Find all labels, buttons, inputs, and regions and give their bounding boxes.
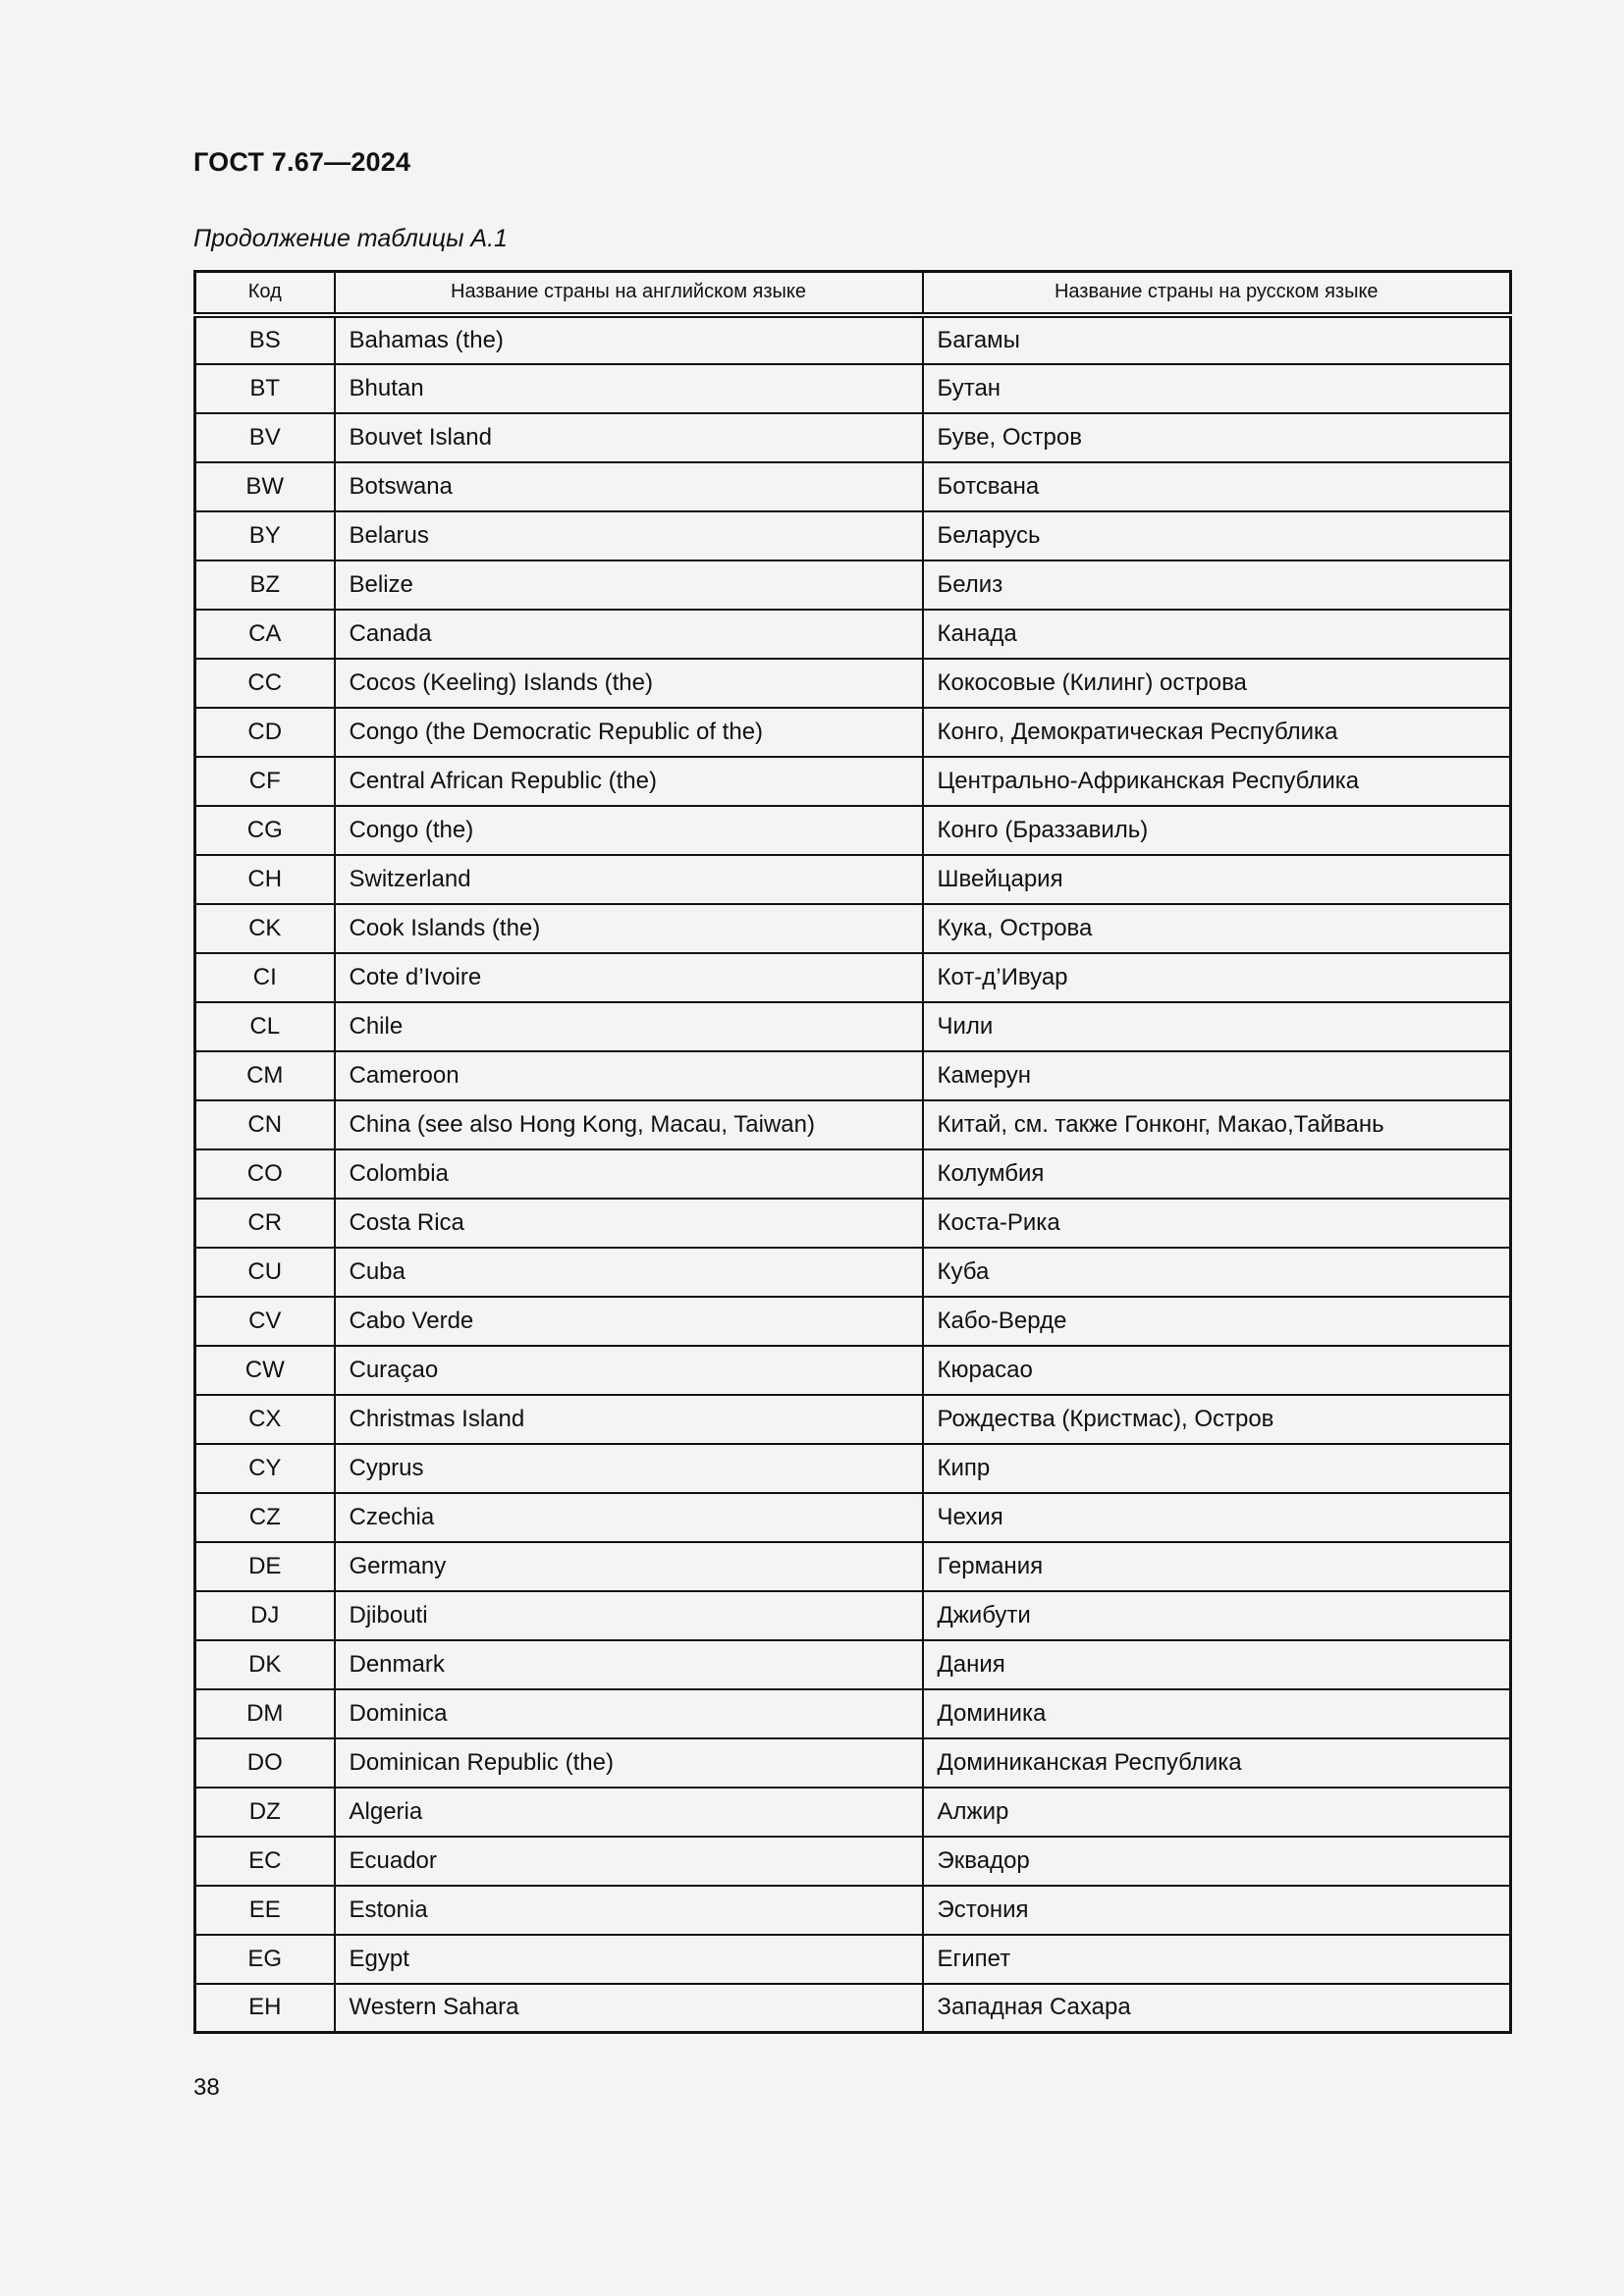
country-name-russian-cell: Германия <box>923 1542 1511 1591</box>
country-name-english-cell: Central African Republic (the) <box>335 757 923 806</box>
country-code-cell: CO <box>195 1149 335 1199</box>
country-name-russian-cell: Бутан <box>923 364 1511 413</box>
country-name-russian-cell: Багамы <box>923 315 1511 364</box>
table-row <box>195 1149 1511 1199</box>
country-code-cell: DM <box>195 1689 335 1738</box>
country-code-cell: CY <box>195 1444 335 1493</box>
country-name-english-cell: Cuba <box>335 1248 923 1297</box>
table-row <box>195 610 1511 659</box>
table-row <box>195 1837 1511 1886</box>
country-name-russian-cell: Китай, см. также Гонконг, Макао,Тайвань <box>923 1100 1511 1149</box>
table-row <box>195 806 1511 855</box>
country-code-cell: CR <box>195 1199 335 1248</box>
table-row <box>195 1493 1511 1542</box>
country-name-english-cell: Colombia <box>335 1149 923 1199</box>
country-name-russian-cell: Коста-Рика <box>923 1199 1511 1248</box>
country-name-english-cell: China (see also Hong Kong, Macau, Taiwan) <box>335 1100 923 1149</box>
country-code-cell: CD <box>195 708 335 757</box>
country-name-english-cell: Cyprus <box>335 1444 923 1493</box>
table-caption: Продолжение таблицы А.1 <box>193 225 508 252</box>
country-code-cell: CX <box>195 1395 335 1444</box>
table-row <box>195 1738 1511 1788</box>
country-name-russian-cell: Камерун <box>923 1051 1511 1100</box>
table-row <box>195 1591 1511 1640</box>
country-code-cell: BV <box>195 413 335 462</box>
country-name-english-cell: Chile <box>335 1002 923 1051</box>
table-row <box>195 1346 1511 1395</box>
country-name-russian-cell: Конго (Браззавиль) <box>923 806 1511 855</box>
country-name-english-cell: Congo (the Democratic Republic of the) <box>335 708 923 757</box>
country-name-english-cell: Estonia <box>335 1886 923 1935</box>
table-row <box>195 1199 1511 1248</box>
country-name-russian-cell: Египет <box>923 1935 1511 1984</box>
country-name-english-cell: Cote d’Ivoire <box>335 953 923 1002</box>
table-row <box>195 708 1511 757</box>
table-row <box>195 1051 1511 1100</box>
country-name-russian-cell: Швейцария <box>923 855 1511 904</box>
country-code-cell: CK <box>195 904 335 953</box>
country-name-russian-cell: Кот-д’Ивуар <box>923 953 1511 1002</box>
country-name-english-cell: Djibouti <box>335 1591 923 1640</box>
country-name-english-cell: Belize <box>335 561 923 610</box>
country-code-cell: CU <box>195 1248 335 1297</box>
table-row <box>195 953 1511 1002</box>
country-code-cell: DE <box>195 1542 335 1591</box>
country-code-cell: CG <box>195 806 335 855</box>
country-name-russian-cell: Конго, Демократическая Республика <box>923 708 1511 757</box>
country-name-english-cell: Bouvet Island <box>335 413 923 462</box>
country-name-russian-cell: Кука, Острова <box>923 904 1511 953</box>
column-header-code: Код <box>195 272 335 315</box>
country-name-english-cell: Cabo Verde <box>335 1297 923 1346</box>
table-row <box>195 1689 1511 1738</box>
country-code-cell: CW <box>195 1346 335 1395</box>
country-code-cell: BW <box>195 462 335 511</box>
country-name-english-cell: Dominican Republic (the) <box>335 1738 923 1788</box>
country-name-russian-cell: Белиз <box>923 561 1511 610</box>
country-code-cell: CM <box>195 1051 335 1100</box>
country-name-russian-cell: Доминиканская Республика <box>923 1738 1511 1788</box>
country-name-english-cell: Dominica <box>335 1689 923 1738</box>
country-code-cell: DO <box>195 1738 335 1788</box>
country-code-cell: CZ <box>195 1493 335 1542</box>
country-name-russian-cell: Кабо-Верде <box>923 1297 1511 1346</box>
country-name-english-cell: Costa Rica <box>335 1199 923 1248</box>
country-name-english-cell: Switzerland <box>335 855 923 904</box>
table-row <box>195 462 1511 511</box>
country-name-russian-cell: Центрально-Африканская Республика <box>923 757 1511 806</box>
table-row <box>195 855 1511 904</box>
country-name-russian-cell: Куба <box>923 1248 1511 1297</box>
country-name-russian-cell: Алжир <box>923 1788 1511 1837</box>
country-code-cell: EC <box>195 1837 335 1886</box>
country-name-english-cell: Egypt <box>335 1935 923 1984</box>
country-code-cell: BS <box>195 315 335 364</box>
country-code-cell: EE <box>195 1886 335 1935</box>
document-header: ГОСТ 7.67—2024 <box>193 147 411 177</box>
country-name-russian-cell: Западная Сахара <box>923 1984 1511 2033</box>
country-name-english-cell: Canada <box>335 610 923 659</box>
country-code-cell: DZ <box>195 1788 335 1837</box>
country-name-russian-cell: Эстония <box>923 1886 1511 1935</box>
table-row <box>195 413 1511 462</box>
country-name-russian-cell: Дания <box>923 1640 1511 1689</box>
column-header-russian-name: Название страны на русском языке <box>923 272 1511 315</box>
country-name-russian-cell: Кипр <box>923 1444 1511 1493</box>
table-row <box>195 1542 1511 1591</box>
table-row <box>195 315 1511 364</box>
country-code-cell: CL <box>195 1002 335 1051</box>
country-code-cell: CA <box>195 610 335 659</box>
country-name-english-cell: Denmark <box>335 1640 923 1689</box>
country-name-russian-cell: Доминика <box>923 1689 1511 1738</box>
country-name-english-cell: Cameroon <box>335 1051 923 1100</box>
country-name-russian-cell: Джибути <box>923 1591 1511 1640</box>
country-code-cell: CC <box>195 659 335 708</box>
country-code-cell: BY <box>195 511 335 561</box>
table-row <box>195 1640 1511 1689</box>
table-row <box>195 1444 1511 1493</box>
country-name-english-cell: Cocos (Keeling) Islands (the) <box>335 659 923 708</box>
country-name-russian-cell: Кюрасао <box>923 1346 1511 1395</box>
country-name-english-cell: Western Sahara <box>335 1984 923 2033</box>
country-code-cell: CI <box>195 953 335 1002</box>
table-header-row <box>195 272 1511 315</box>
table-row <box>195 1297 1511 1346</box>
country-code-cell: EH <box>195 1984 335 2033</box>
country-code-cell: CV <box>195 1297 335 1346</box>
table-row <box>195 511 1511 561</box>
country-name-russian-cell: Буве, Остров <box>923 413 1511 462</box>
country-name-english-cell: Curaçao <box>335 1346 923 1395</box>
country-name-english-cell: Congo (the) <box>335 806 923 855</box>
table-body <box>195 315 1511 2033</box>
table-row <box>195 904 1511 953</box>
country-name-english-cell: Bahamas (the) <box>335 315 923 364</box>
table-row <box>195 1395 1511 1444</box>
table-row <box>195 1100 1511 1149</box>
country-code-cell: CF <box>195 757 335 806</box>
country-name-russian-cell: Рождества (Кристмас), Остров <box>923 1395 1511 1444</box>
country-name-english-cell: Botswana <box>335 462 923 511</box>
table-row <box>195 1002 1511 1051</box>
table-row <box>195 1935 1511 1984</box>
country-name-english-cell: Cook Islands (the) <box>335 904 923 953</box>
table-row <box>195 1788 1511 1837</box>
country-code-cell: DK <box>195 1640 335 1689</box>
country-name-russian-cell: Кокосовые (Килинг) острова <box>923 659 1511 708</box>
table-row <box>195 1886 1511 1935</box>
table-row <box>195 1984 1511 2033</box>
country-name-english-cell: Bhutan <box>335 364 923 413</box>
country-name-english-cell: Algeria <box>335 1788 923 1837</box>
country-name-english-cell: Czechia <box>335 1493 923 1542</box>
column-header-english-name: Название страны на английском языке <box>335 272 923 315</box>
country-code-cell: CH <box>195 855 335 904</box>
country-codes-table <box>193 270 1512 2034</box>
country-code-cell: BT <box>195 364 335 413</box>
table-row <box>195 561 1511 610</box>
country-name-russian-cell: Колумбия <box>923 1149 1511 1199</box>
country-name-russian-cell: Беларусь <box>923 511 1511 561</box>
country-name-russian-cell: Эквадор <box>923 1837 1511 1886</box>
table-row <box>195 659 1511 708</box>
country-code-cell: DJ <box>195 1591 335 1640</box>
table-row <box>195 757 1511 806</box>
table-row <box>195 364 1511 413</box>
country-code-cell: CN <box>195 1100 335 1149</box>
country-name-russian-cell: Чехия <box>923 1493 1511 1542</box>
country-name-english-cell: Christmas Island <box>335 1395 923 1444</box>
country-name-russian-cell: Ботсвана <box>923 462 1511 511</box>
table-row <box>195 1248 1511 1297</box>
country-name-english-cell: Belarus <box>335 511 923 561</box>
country-name-russian-cell: Чили <box>923 1002 1511 1051</box>
country-name-english-cell: Ecuador <box>335 1837 923 1886</box>
country-code-cell: EG <box>195 1935 335 1984</box>
country-code-cell: BZ <box>195 561 335 610</box>
country-name-english-cell: Germany <box>335 1542 923 1591</box>
country-name-russian-cell: Канада <box>923 610 1511 659</box>
page-number: 38 <box>193 2074 220 2101</box>
